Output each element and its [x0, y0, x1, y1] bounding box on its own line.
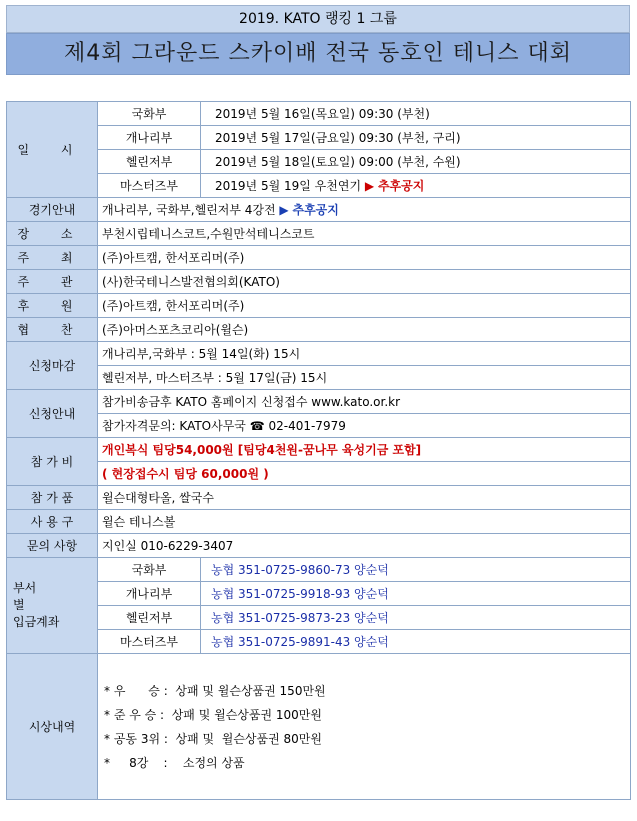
schedule-division: 개나리부	[98, 126, 201, 150]
schedule-datetime: 2019년 5월 16일(목요일) 09:30 (부천)	[201, 102, 631, 126]
host-value: (주)아트캠, 한서포리머(주)	[98, 246, 631, 270]
fee-line: 개인복식 팀당54,000원 [팀당4천원-꿈나무 육성기금 포함]	[98, 438, 631, 462]
match-info-cell	[98, 198, 631, 222]
page-title: 제4회 그라운드 스카이배 전국 동호인 테니스 대회	[6, 33, 630, 75]
account-division: 헬린저부	[98, 606, 201, 630]
account-number: 농협 351-0725-9860-73 양순덕	[201, 558, 631, 582]
match-info-row	[7, 198, 631, 222]
support-value: (주)아머스포츠코리아(윌슨)	[98, 318, 631, 342]
account-division: 마스터즈부	[98, 630, 201, 654]
schedule-division: 마스터즈부	[98, 174, 201, 198]
account-number: 농협 351-0725-9873-23 양순덕	[201, 606, 631, 630]
organizer-row	[7, 270, 631, 294]
organizer-label: 주 관	[7, 270, 98, 294]
prize-line: * 우 승 : 상패 및 윌슨상품권 150만원	[104, 683, 326, 698]
deadline-line: 개나리부,국화부 : 5월 14일(화) 15시	[98, 342, 631, 366]
series-header: 2019. KATO 랭킹 1 그룹	[6, 5, 630, 33]
prize-line: * 8강 : 소정의 상품	[104, 755, 245, 770]
fee-label: 참 가 비	[7, 438, 98, 486]
schedule-row	[7, 102, 631, 126]
prize-line: * 준 우 승 : 상패 및 윌슨상품권 100만원	[104, 707, 322, 722]
account-division: 국화부	[98, 558, 201, 582]
schedule-row	[7, 150, 631, 174]
contact-label: 문의 사항	[7, 534, 98, 558]
arrow-right-icon: ▶	[364, 178, 375, 193]
schedule-row	[7, 126, 631, 150]
venue-value: 부천시립테니스코트,수원만석테니스코트	[98, 222, 631, 246]
arrow-right-icon: ▶	[279, 202, 289, 217]
host-label: 주 최	[7, 246, 98, 270]
deadline-row	[7, 342, 631, 366]
apply-row	[7, 390, 631, 414]
schedule-datetime: 2019년 5월 19일 우천연기	[215, 178, 362, 193]
support-row	[7, 318, 631, 342]
schedule-datetime: 2019년 5월 17일(금요일) 09:30 (부천, 구리)	[201, 126, 631, 150]
fee-line: ( 현장접수시 팀당 60,000원 )	[98, 462, 631, 486]
fee-row	[7, 438, 631, 462]
account-row	[7, 630, 631, 654]
account-row	[7, 606, 631, 630]
fee-row	[7, 462, 631, 486]
account-row	[7, 558, 631, 582]
tournament-info-table	[6, 101, 631, 800]
apply-row	[7, 414, 631, 438]
accounts-label-text: 부서 별 입금계좌	[13, 581, 60, 629]
prize-line: * 공동 3위 : 상패 및 윌슨상품권 80만원	[104, 731, 322, 746]
contact-row	[7, 534, 631, 558]
schedule-label: 일 시	[7, 102, 98, 198]
deadline-row	[7, 366, 631, 390]
apply-line: 참가비송금후 KATO 홈페이지 신청접수 www.kato.or.kr	[98, 390, 631, 414]
ball-row	[7, 510, 631, 534]
prizes-cell	[98, 654, 631, 800]
host-row	[7, 246, 631, 270]
schedule-row	[7, 174, 631, 198]
accounts-label	[7, 558, 98, 654]
match-info-text: 개나리부, 국화부,헬린저부 4강전	[102, 202, 276, 217]
schedule-division: 헬린저부	[98, 150, 201, 174]
gift-label: 참 가 품	[7, 486, 98, 510]
apply-line: 참가자격문의: KATO사무국 ☎ 02-401-7979	[98, 414, 631, 438]
venue-label: 장 소	[7, 222, 98, 246]
deadline-label: 신청마감	[7, 342, 98, 390]
deadline-line: 헬린저부, 마스터즈부 : 5월 17일(금) 15시	[98, 366, 631, 390]
schedule-datetime: 2019년 5월 18일(토요일) 09:00 (부천, 수원)	[201, 150, 631, 174]
apply-label: 신청안내	[7, 390, 98, 438]
gift-row	[7, 486, 631, 510]
match-info-label: 경기안내	[7, 198, 98, 222]
contact-value: 지인실 010-6229-3407	[98, 534, 631, 558]
account-division: 개나리부	[98, 582, 201, 606]
organizer-value: (사)한국테니스발전협의회(KATO)	[98, 270, 631, 294]
gift-value: 윌슨대형타올, 쌀국수	[98, 486, 631, 510]
prizes-row	[7, 654, 631, 800]
support-label: 협 찬	[7, 318, 98, 342]
account-number: 농협 351-0725-9918-93 양순덕	[201, 582, 631, 606]
sponsor-value: (주)아트캠, 한서포리머(주)	[98, 294, 631, 318]
schedule-division: 국화부	[98, 102, 201, 126]
prizes-label: 시상내역	[7, 654, 98, 800]
venue-row	[7, 222, 631, 246]
ball-label: 사 용 구	[7, 510, 98, 534]
notice-text: 추후공지	[377, 178, 425, 193]
notice-text: 추후공지	[292, 202, 339, 217]
account-row	[7, 582, 631, 606]
schedule-datetime-cell	[201, 174, 631, 198]
ball-value: 윌슨 테니스볼	[98, 510, 631, 534]
sponsor-label: 후 원	[7, 294, 98, 318]
account-number: 농협 351-0725-9891-43 양순덕	[201, 630, 631, 654]
sponsor-row	[7, 294, 631, 318]
